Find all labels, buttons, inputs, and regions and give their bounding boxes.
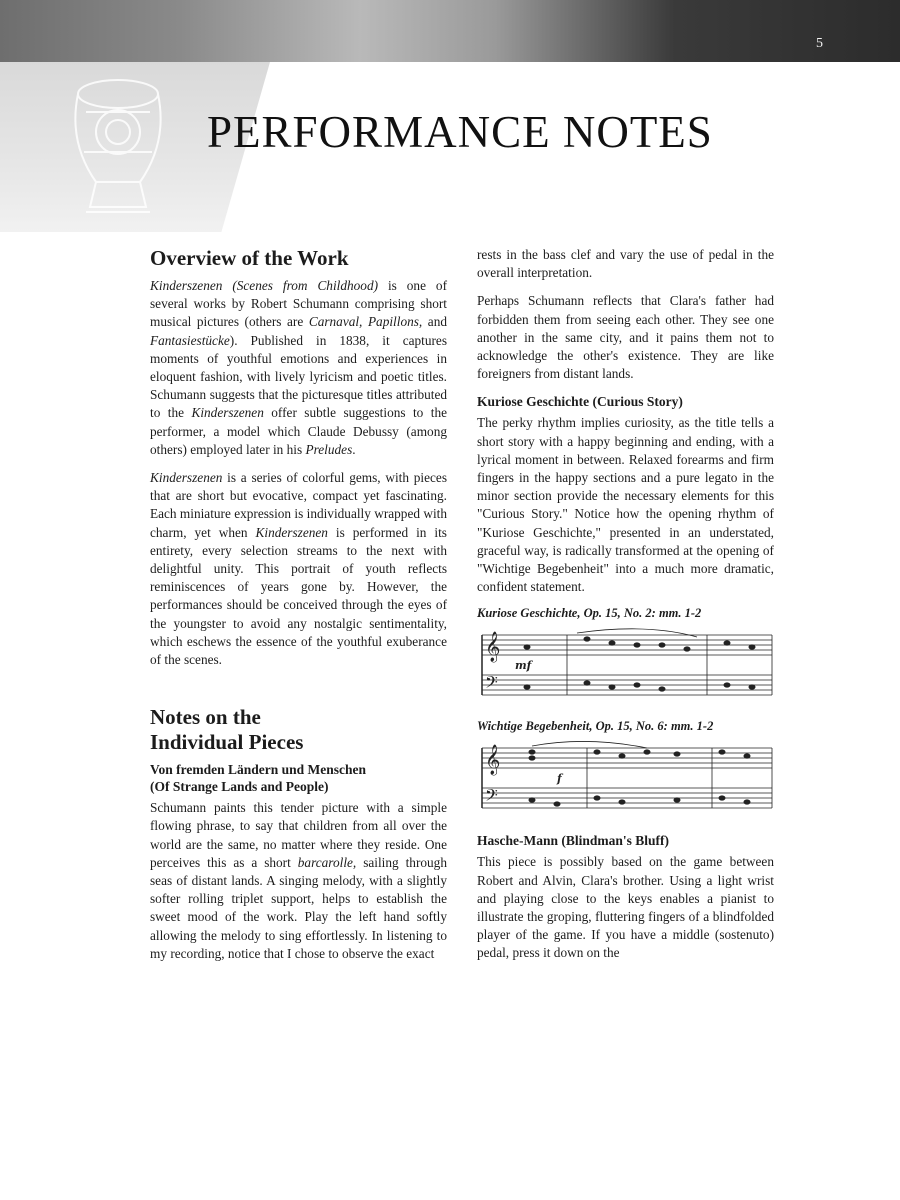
notes-heading: Notes on the Individual Pieces <box>150 705 304 755</box>
left-column <box>150 246 447 973</box>
piece3-title: Hasche-Mann (Blindman's Bluff) <box>477 833 670 849</box>
overview-paragraph-2: Kinderszenen is a series of colorful gems, with pieces that are short but evocative, compact yet fascinating. Each miniature expression is individually wrapped with charm, yet when Kinderszenen is performed in its entirety, every selection streams to the next with delightful unity. This portrait of youth reflects reminiscences of years gone by. However, the performances should be conceived through the eyes of the youngster to avoid any nostalgic sentimentality, which eschews the essence of the youthful exuberance of the scenes. <box>150 470 447 668</box>
continued-paragraph-2: Perhaps Schumann reflects that Clara's father had forbidden them from seeing each other. They see one another in the same city, and it pains them not to acknowledge the other's existence. They are like foreigners from distant lands. <box>477 293 774 382</box>
piece1-title: Von fremden Ländern und Menschen (Of Strange Lands and People) <box>150 762 367 795</box>
continued-paragraph-1: rests in the bass clef and vary the use of pedal in the overall interpretation. <box>477 247 774 281</box>
score2-caption: Wichtige Begebenheit, Op. 15, No. 6: mm. 1-2 <box>477 719 714 734</box>
score1-caption: Kuriose Geschichte, Op. 15, No. 2: mm. 1-2 <box>477 606 702 621</box>
score2-dynamic: f <box>557 772 562 786</box>
music-score-2 <box>477 738 774 820</box>
score1-dynamic: mf <box>515 659 532 673</box>
music-score-1 <box>477 625 774 707</box>
svg-text:𝄞: 𝄞 <box>485 745 501 776</box>
piece2-paragraph: The perky rhythm implies curiosity, as the title tells a short story with a happy beginning and ending, with a lyrical moment in between. Relaxed forearms and firm fingers in the happy sections and a pure legato in the minor section provide the necessary elements for this "Curious Story." Notice how the opening rhythm of "Kuriose Geschichte," presented in an understated, graceful way, is radically transformed at the opening of "Wichtige Begebenheit" into a much more dramatic, confident statement. <box>477 415 774 595</box>
overview-paragraph-1: Kinderszenen (Scenes from Childhood) is one of several works by Robert Schumann comprising short musical pictures (others are Carnaval, Papillons, and Fantasiestücke). Published in 1838, it captures moments of youthful emotions and experiences in eloquent fashion, with lively lyricism and poetic titles. Schumann suggests that the picturesque titles attributed to the Kinderszenen offer subtle suggestions to the performer, a model which Claude Debussy (among others) employed later in his Preludes. <box>150 278 448 457</box>
svg-text:𝄢: 𝄢 <box>485 785 498 810</box>
svg-text:𝄢: 𝄢 <box>485 672 498 697</box>
page-title: PERFORMANCE NOTES <box>207 107 713 157</box>
header-band <box>0 0 900 62</box>
page-number: 5 <box>816 36 824 51</box>
svg-text:𝄞: 𝄞 <box>485 632 501 663</box>
piece1-paragraph: Schumann paints this tender picture with a simple flowing phrase, to say that children from all over the world are the same, no matter where they reside. One perceives this as a short barcarolle, sailing through seas of distant lands. A singing melody, with a slightly softer rolling triplet support, helps to establish the sweet mood of the work. Play the left hand softly allowing the melody to sing effortlessly. In listening to my recording, notice that I chose to observe the exact <box>150 800 447 961</box>
piece3-paragraph: This piece is possibly based on the game between Robert and Alvin, Clara's brother. Using a light wrist and playing close to the keys enables a pianist to illustrate the groping, fluttering fingers of a blindfolded player of the game. If you have a middle (sostenuto) pedal, press it down on the <box>477 854 774 961</box>
piece2-title: Kuriose Geschichte (Curious Story) <box>477 394 683 410</box>
right-column <box>477 246 774 973</box>
overview-heading: Overview of the Work <box>150 246 349 270</box>
crest-emblem-icon <box>56 72 181 222</box>
